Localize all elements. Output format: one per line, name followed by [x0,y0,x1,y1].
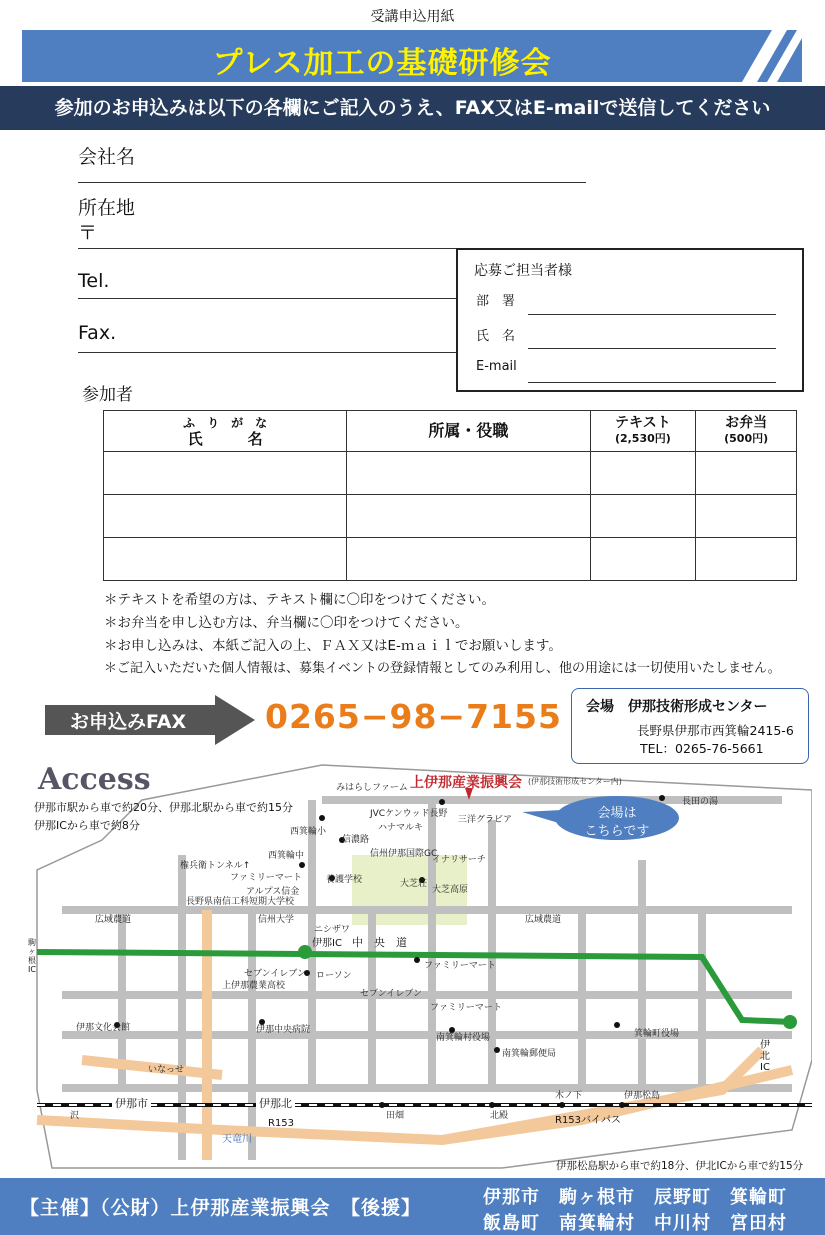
bubble-line-1: 会場は [597,806,637,821]
footer-organizer: 【主催】（公財）上伊那産業振興会 【後援】 [20,1197,422,1219]
bubble-line-2: こちらです [584,824,650,839]
map-label: 長野県南信工科短期大学校 [186,897,295,907]
contact-name-field[interactable] [528,348,776,349]
page-title: プレス加工の基礎研修会 [212,46,552,81]
map-label: 権兵衛トンネル↑ [180,861,251,871]
table-cell[interactable] [696,495,797,538]
table-row [104,452,797,495]
dept-field[interactable] [528,314,776,315]
participants-table [103,410,797,581]
map-label: 箕輪町役場 [634,1029,680,1039]
title-banner [22,30,802,82]
table-cell[interactable] [347,495,590,538]
fax-apply-label: お申込みFAX [70,711,187,733]
document-label: 受講申込用紙 [370,9,455,25]
map-label: ローソン [316,971,352,981]
map-label: 北殿 [490,1111,509,1121]
bypass-label: R153バイパス [555,1115,621,1126]
instruction-bar: 参加のお申込みは以下の各欄にご記入のうえ、FAX又はE-mailで送信してください [0,86,825,130]
map-label: 西箕輪中 [268,851,305,861]
email-label: E-mail [476,359,517,374]
map-label: アルプス信金 [246,887,300,897]
venue-address: 長野県伊那市西箕輪2415-6 [637,723,794,738]
fax-label: Fax. [78,322,117,344]
note-item: ＊テキストを希望の方は、テキスト欄に〇印をつけてください。 [104,592,495,608]
map-label: ファミリーマート [424,961,496,971]
station-inakita: 伊那北 [256,1095,295,1111]
dept-label: 部 署 [476,294,516,309]
table-cell[interactable] [104,538,347,581]
river-label: 天竜川 [222,1134,252,1145]
venue-box [571,688,809,764]
map-label: ファミリーマート [430,1003,502,1013]
venue-title: 会場 伊那技術形成センター [586,699,768,715]
komagane-ic-label: 駒ヶ根IC [28,938,36,974]
map-label: JVCケンウッド長野 [370,809,448,819]
map-label: セブンイレブン [360,989,422,999]
table-row [104,538,797,581]
venue-org-label: 上伊那産業振興会 [410,775,522,791]
bento-header [696,411,797,452]
bento-price: (500円) [724,432,769,445]
text-label: テキスト [615,415,671,431]
name-label: 氏 名 [187,430,263,448]
table-cell[interactable] [696,452,797,495]
map-label: 南箕輪村役場 [436,1033,491,1043]
map-label: 三洋グラビア [458,815,513,825]
map-label: 田畑 [386,1111,405,1121]
ina-ic-marker [298,945,312,959]
map-label: 南箕輪郵便局 [502,1049,557,1059]
fax-field[interactable] [78,352,458,353]
fax-number: 0265−98−7155 [265,697,562,736]
map-label: 上伊那農業高校 [222,981,286,991]
access-line-1: 伊那市駅から車で約20分、伊那北駅から車で約15分 [34,801,293,814]
furigana-label: ふ り が な [183,416,268,430]
company-label: 会社名 [78,146,136,168]
venue-tel: TEL：0265-76-5661 [640,741,764,756]
map-label: 西箕輪小 [290,827,327,837]
address-field[interactable] [78,248,458,249]
map-label: 伊那文化会館 [76,1023,131,1033]
table-cell[interactable] [104,452,347,495]
contact-name-label: 氏 名 [476,329,516,344]
map-label: ファミリーマート [230,873,302,883]
affiliation-header: 所属・役職 [347,411,590,452]
access-title: Access [38,762,151,797]
ihoku-ic-label: 伊北IC [760,1040,770,1073]
map-label: 大芝高原 [432,885,469,895]
table-cell[interactable] [347,452,590,495]
table-cell[interactable] [590,538,696,581]
name-header [104,411,347,452]
address-label: 所在地 [78,197,136,219]
map-label: 信州伊那国際GC [370,849,438,859]
map-label: 長田の湯 [682,797,719,807]
map-label: 養護学校 [326,875,363,885]
table-cell[interactable] [590,495,696,538]
ina-ic-label: 伊那IC [312,938,342,949]
station-inashi: 伊那市 [112,1095,151,1111]
access-bottom-note: 伊那松島駅から車で約18分、伊北ICから車で約15分 [556,1160,804,1172]
text-price: (2,530円) [614,432,671,445]
contact-box-title: 応募ご担当者様 [474,263,572,279]
table-cell[interactable] [104,495,347,538]
map-label: イナリサーチ [432,855,486,865]
map-label: 伊那松島 [624,1091,661,1101]
map-label: 信州大学 [258,915,295,925]
note-item: ＊お申し込みは、本紙ご記入の上、ＦＡＸ又はE-ｍａｉｌでお願いします。 [104,638,562,654]
contact-person-box [456,248,804,392]
table-cell[interactable] [590,452,696,495]
map-label: ニシザワ [314,925,351,935]
map-label: いなっせ [148,1065,185,1075]
access-line-2: 伊那ICから車で約8分 [34,819,140,832]
map-label: 伊那中央病院 [256,1025,311,1035]
bento-label: お弁当 [725,415,768,431]
road-kouiki-1: 広域農道 [95,915,132,925]
map-label: ハナマルキ [378,823,424,833]
map-label: 木ノ下 [555,1091,583,1101]
footer [0,1178,825,1235]
text-header [590,411,696,452]
tel-field[interactable] [78,298,458,299]
table-cell[interactable] [696,538,797,581]
company-field[interactable] [78,182,586,183]
venue-org-sub: (伊那技術形成センター内) [528,777,622,786]
ihoku-ic-marker [783,1015,797,1029]
table-cell[interactable] [347,538,590,581]
footer-supporters-1: 伊那市 駒ヶ根市 辰野町 箕輪町 [483,1187,787,1208]
road-kouiki-2: 広域農道 [525,915,562,925]
footer-supporters-2: 飯島町 南箕輪村 中川村 宮田村 [483,1213,787,1234]
map-label: 大芝荘 [400,879,428,889]
tel-label: Tel. [78,270,110,292]
map-label: セブンイレブン [244,969,306,979]
map-label: みはらしファーム [336,783,408,793]
stripes-decoration [742,30,802,82]
participants-label: 参加者 [82,385,133,405]
note-item: ＊お弁当を申し込む方は、弁当欄に〇印をつけてください。 [104,615,469,631]
highway-label: 中 央 道 [352,936,407,949]
map-label: 信濃路 [342,835,370,845]
email-field[interactable] [528,382,776,383]
route153-label: R153 [268,1118,295,1129]
map-label: 沢 [70,1111,80,1121]
table-row [104,495,797,538]
note-item: ＊ご記入いただいた個人情報は、募集イベントの登録情報としてのみ利用し、他の用途には一切使用いたしません。 [104,661,781,676]
postal-mark: 〒 [78,222,98,244]
